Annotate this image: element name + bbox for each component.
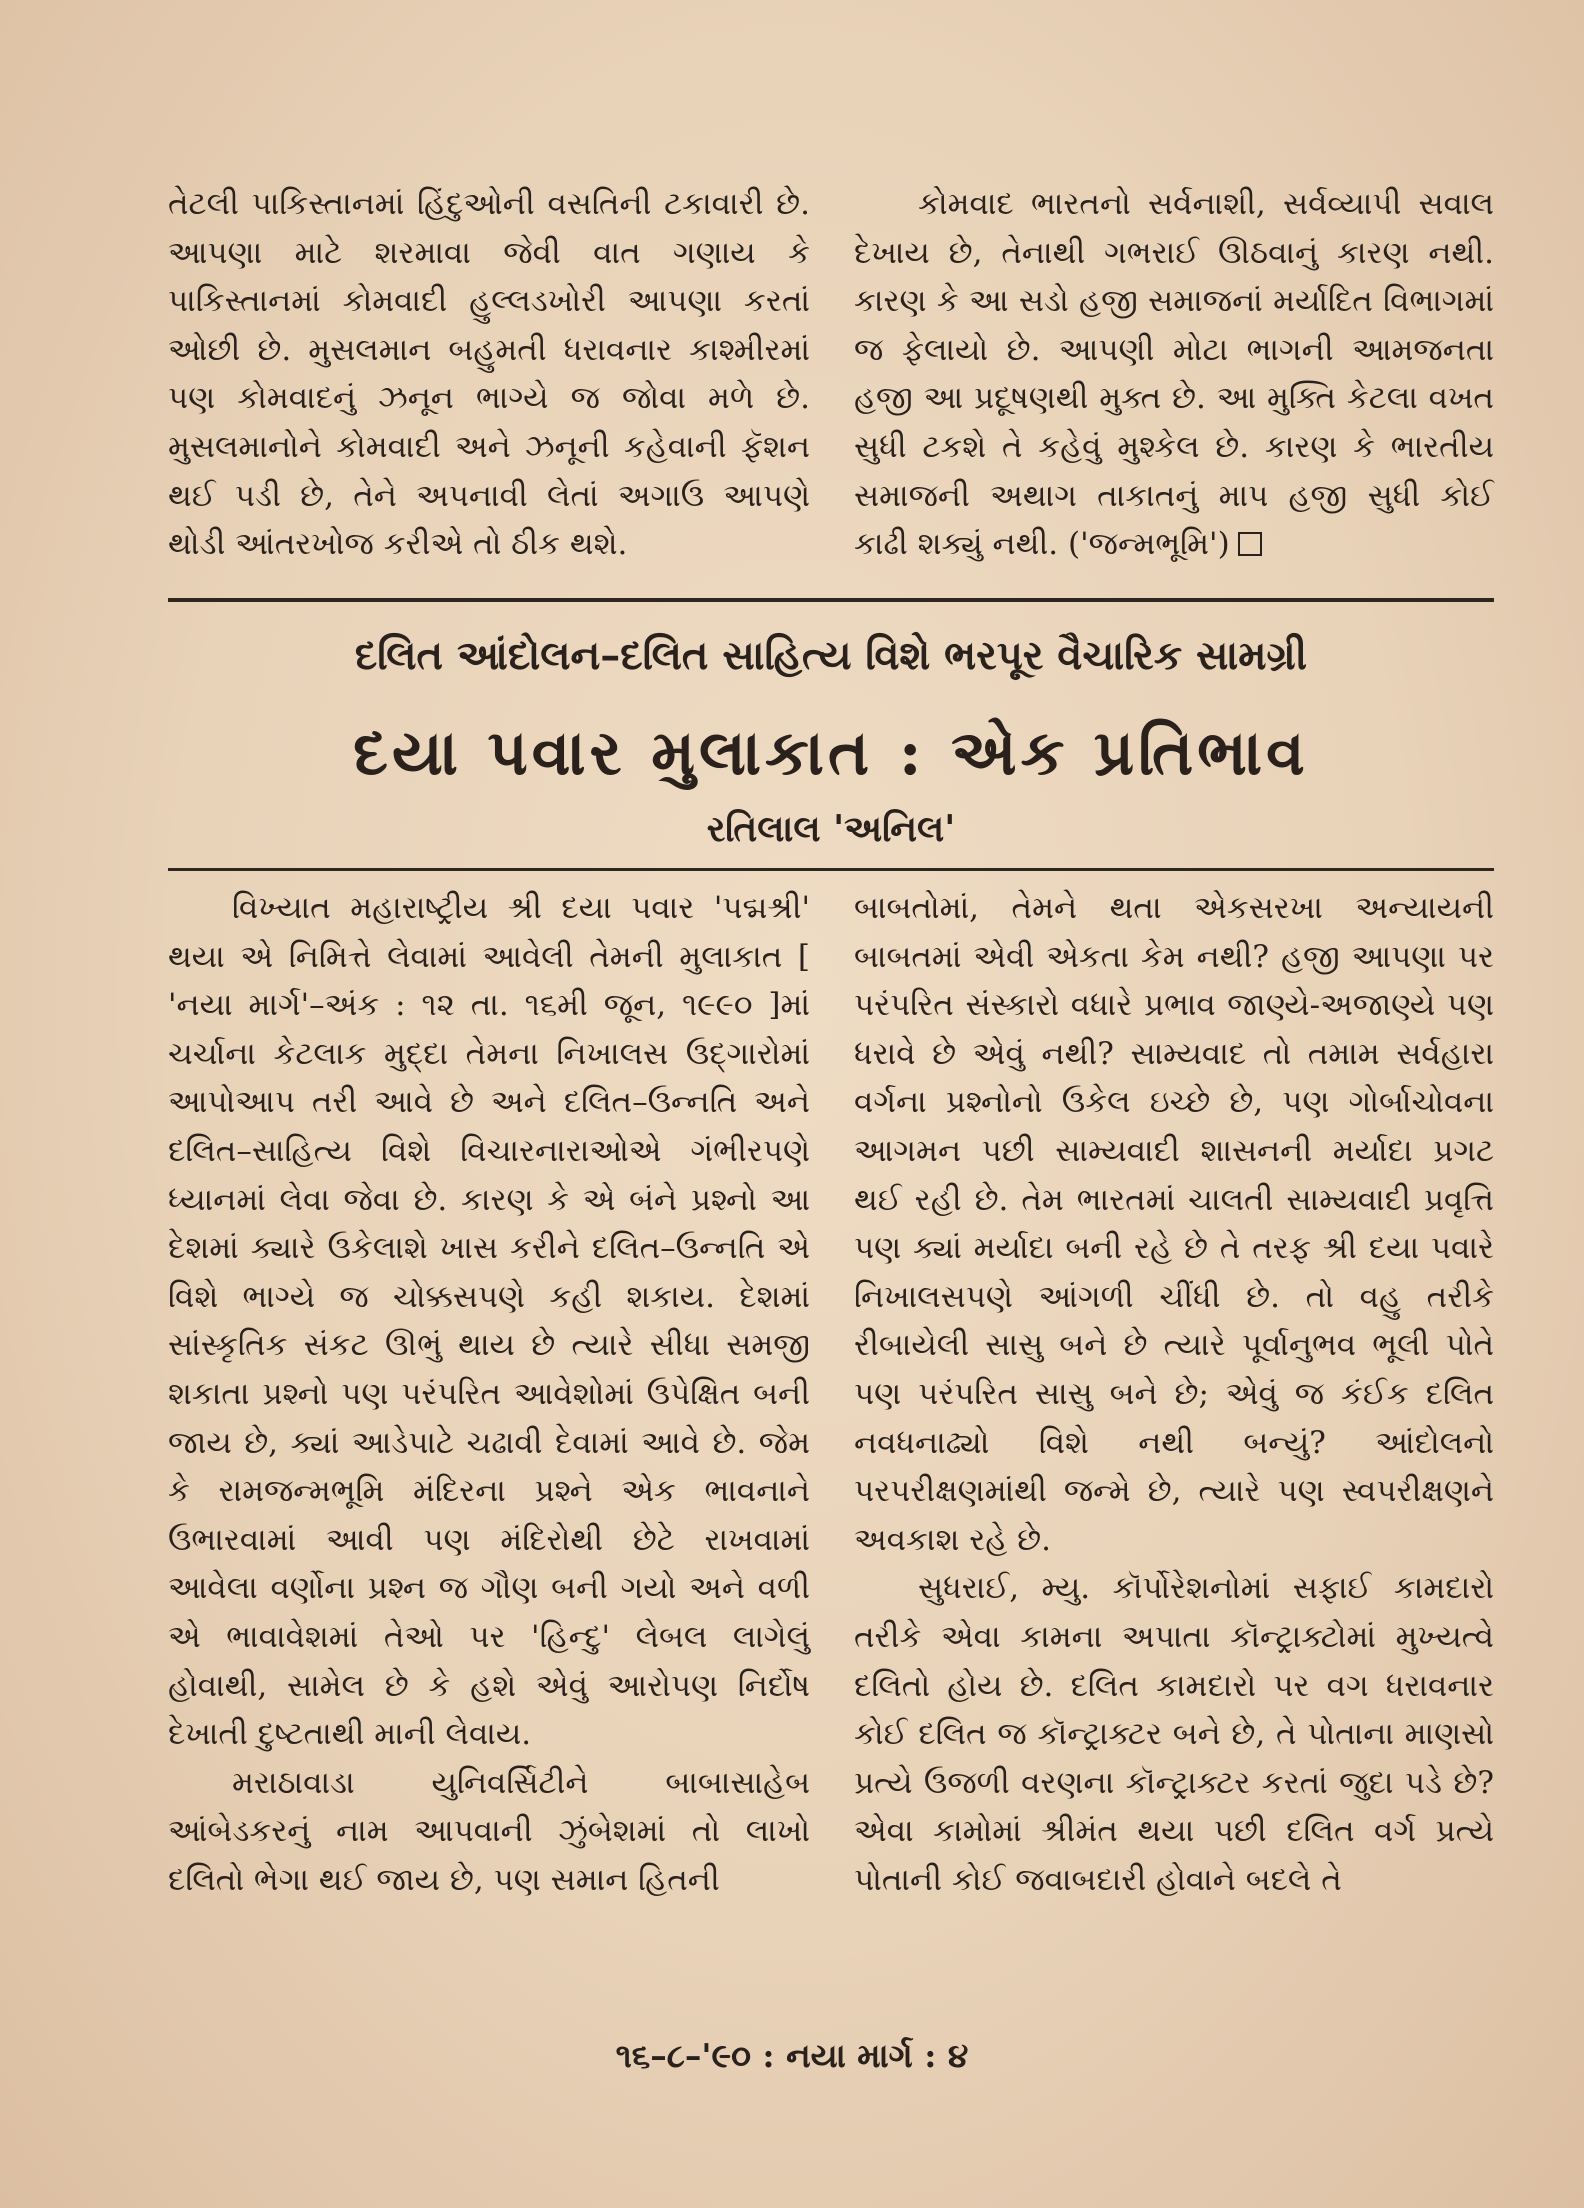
article-author: રતિલાલ 'અનિલ' <box>706 808 956 850</box>
section-divider-top <box>168 598 1494 602</box>
page-footer: ૧૬–૮–'૯૦ : નયા માર્ગ : ૪ <box>615 2036 969 2075</box>
end-of-article-box-icon <box>1238 532 1262 556</box>
article-paragraph-continued: બાબતોમાં, તેમને થતા એકસરખા અન્યાયની બાબતમાં એવી એકતા કેમ નથી? હજી આપણા પર પરંપરિત સંસ્કારો વધારે પ્રભાવ જાણ્યે-અજાણ્યે પણ ધરાવે છે એવું નથી? સામ્યવાદ તો તમામ સર્વહારા વર્ગના પ્રશ્નોનો ઉકેલ ઇચ્છે છે, પણ ગોર્બાચોવના આગમન પછી સામ્યવાદી શાસનની મર્યાદા પ્રગટ થઈ રહી છે. તેમ ભારતમાં ચાલતી સામ્યવાદી પ્રવૃત્તિ પણ ક્યાં મર્યાદા બની રહે છે તે તરફ શ્રી દયા પવારે નિખાલસપણે આંગળી ચીંધી છે. તો વહુ તરીકે રીબાયેલી સાસુ બને છે ત્યારે પૂર્વાનુભવ ભૂલી પોતે પણ પરંપરિત સાસુ બને છે; એવું જ કંઈક દલિત નવધનાઢ્યો વિશે નથી બન્યું? આંદોલનો પરપરીક્ષણમાંથી જન્મે છે, ત્યારે પણ સ્વપરીક્ષણને અવકાશ રહે છે. <box>854 890 1494 1558</box>
article-title: દયા પવાર મુલાકાત : એક પ્રતિભાવ <box>353 716 1309 789</box>
continued-paragraph: તેટલી પાકિસ્તાનમાં હિંદુઓની વસતિની ટકાવારી છે. આપણા માટે શરમાવા જેવી વાત ગણાય કે પાકિસ્તાનમાં કોમવાદી હુલ્લડખોરી આપણા કરતાં ઓછી છે. મુસલમાન બહુમતી ધરાવનાર કાશ્મીરમાં પણ કોમવાદનું ઝનૂન ભાગ્યે જ જોવા મળે છે. મુસલમાનોને કોમવાદી અને ઝનૂની કહેવાની ફૅશન થઈ પડી છે, તેને અપનાવી લેતાં અગાઉ આપણે થોડી આંતરખોજ કરીએ તો ઠીક થશે. <box>168 186 810 563</box>
closing-paragraph-text: કોમવાદ ભારતનો સર્વનાશી, સર્વવ્યાપી સવાલ દેખાય છે, તેનાથી ગભરાઈ ઊઠવાનું કારણ નથી. કારણ કે આ સડો હજી સમાજનાં મર્યાદિત વિભાગમાં જ ફેલાયો છે. આપણી મોટા ભાગની આમજનતા હજી આ પ્રદૂષણથી મુક્ત છે. આ મુક્તિ કેટલા વખત સુધી ટકશે તે કહેવું મુશ્કેલ છે. કારણ કે ભારતીય સમાજની અથાગ તાકાતનું માપ હજી સુધી કોઈ કાઢી શક્યું નથી. ('જન્મભૂમિ') <box>854 186 1494 563</box>
article-paragraph-2: મરાઠાવાડા યુનિવર્સિટીને બાબાસાહેબ આંબેડકરનું નામ આપવાની ઝુંબેશમાં તો લાખો દલિતો ભેગા થઈ જાય છે, પણ સમાન હિતની <box>168 1764 811 1898</box>
article-paragraph-1: વિખ્યાત મહારાષ્ટ્રીય શ્રી દયા પવાર 'પદ્મશ્રી' થયા એ નિમિત્તે લેવામાં આવેલી તેમની મુલાકાત [ 'નયા માર્ગ'–અંક : ૧૨ તા. ૧૬મી જૂન, ૧૯૯૦ ]માં ચર્ચાના કેટલાક મુદ્દા તેમના નિખાલસ ઉદ્ગારોમાં આપોઆપ તરી આવે છે અને દલિત–ઉન્નતિ અને દલિત–સાહિત્ય વિશે વિચારનારાઓએ ગંભીરપણે ધ્યાનમાં લેવા જેવા છે. કારણ કે એ બંને પ્રશ્નો આ દેશમાં ક્યારે ઉકેલાશે ખાસ કરીને દલિત–ઉન્નતિ એ વિશે ભાગ્યે જ ચોક્કસપણે કહી શકાય. દેશમાં સાંસ્કૃતિક સંકટ ઊભું થાય છે ત્યારે સીધા સમજી શકાતા પ્રશ્નો પણ પરંપરિત આવેશોમાં ઉપેક્ષિત બની જાય છે, ક્યાં આડેપાટે ચઢાવી દેવામાં આવે છે. જેમ કે રામજન્મભૂમિ મંદિરના પ્રશ્ને એક ભાવનાને ઉભારવામાં આવી પણ મંદિરોથી છેટે રાખવામાં આવેલા વર્ણોના પ્રશ્ન જ ગૌણ બની ગયો અને વળી એ ભાવાવેશમાં તેઓ પર 'હિન્દુ' લેબલ લાગેલું હોવાથી, સામેલ છે કે હશે એવું આરોપણ નિર્દોષ દેખાતી દુષ્ટતાથી માની લેવાય. <box>168 890 810 1753</box>
article-left-column <box>168 884 810 1904</box>
section-divider-bottom <box>168 868 1494 871</box>
closing-paragraph <box>854 180 1494 569</box>
article-right-column <box>854 884 1494 1904</box>
article-paragraph-3: સુધરાઈ, મ્યુ. કૉર્પોરેશનોમાં સફાઈ કામદારો તરીકે એવા કામના અપાતા કૉન્ટ્રાક્ટોમાં મુખ્યત્વે દલિતો હોય છે. દલિત કામદારો પર વગ ધરાવનાર કોઈ દલિત જ કૉન્ટ્રાક્ટર બને છે, તે પોતાના માણસો પ્રત્યે ઉજળી વરણના કૉન્ટ્રાક્ટર કરતાં જુદા પડે છે? એવા કામોમાં શ્રીમંત થયા પછી દલિત વર્ગ પ્રત્યે પોતાની કોઈ જવાબદારી હોવાને બદલે તે <box>854 1570 1494 1898</box>
continued-article-left-column <box>168 180 810 569</box>
continued-article-right-column <box>854 180 1494 569</box>
article-kicker: દલિત આંદોલન–દલિત સાહિત્ય વિશે ભરપૂર વૈચારિક સામગ્રી <box>354 632 1308 679</box>
